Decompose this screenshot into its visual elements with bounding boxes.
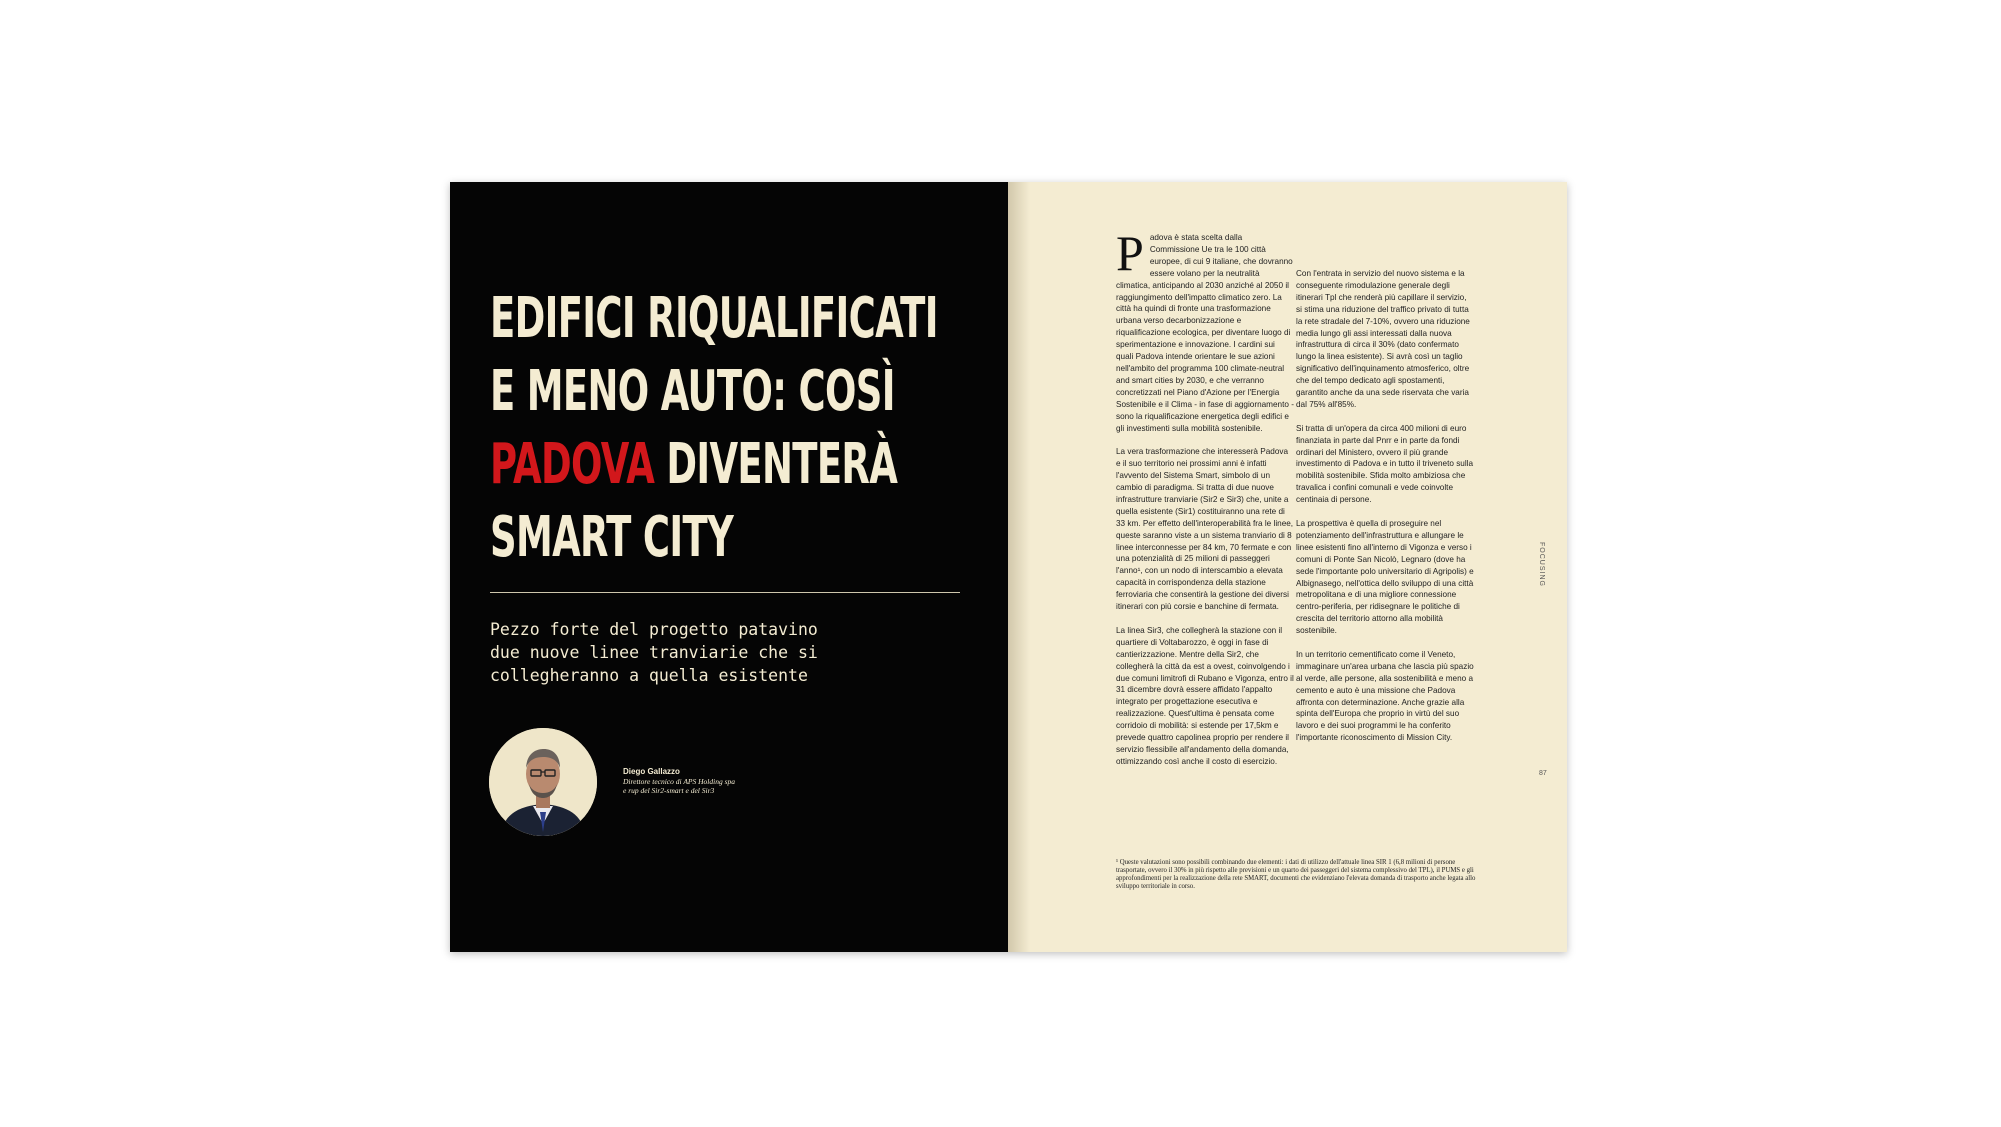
headline-line: SMART CITY bbox=[490, 505, 734, 570]
portrait-image bbox=[489, 728, 597, 836]
left-page bbox=[450, 182, 1008, 952]
running-head: FOCUSING bbox=[1538, 542, 1545, 587]
paragraph: La linea Sir3, che collegherà la stazione con il quartiere di Voltabarozzo, è oggi in fase di cantierizzazione. Mentre della Sir2, che collegherà la città da est a ovest, coinvolgendo i due comuni limitrofi di Rubano e Vigonza, entro il 31 dicembre dovrà essere affidato l'appalto integrato per progettazione esecutiva e realizzazione. Quest'ultima è pensata come corridoio di mobilità: si estende per 17,5km e prevede quattro capolinea proprio per rendere il servizio flessibile all'andamento della domanda, ottimizzando così anche il costo di esercizio. bbox=[1116, 625, 1294, 766]
author-portrait bbox=[489, 728, 597, 836]
paragraph: Con l'entrata in servizio del nuovo sistema e la conseguente rimodulazione generale degli itinerari Tpl che renderà più capillare il servizio, si stima una riduzione del traffico privato di tutta la rete stradale del 7-10%, ovvero una riduzione media lungo gli assi interessati dalla nuova infrastruttura di circa il 30% (dato confermato lungo la linea esistente). Si avrà così un taglio significativo dell'inquinamento atmosferico, oltre che del tempo dedicato agli spostamenti, garantito anche da una sede riservata che varia dal 75% all'85%. bbox=[1296, 269, 1470, 409]
divider bbox=[490, 592, 960, 593]
author-name: Diego Gallazzo bbox=[623, 767, 680, 776]
footnote: ¹ Queste valutazioni sono possibili combinando due elementi: i dati di utilizzo dell'attuale linea SIR 1 (6,8 milioni di persone trasportate, ovvero il 30% in più rispetto alle previsioni e un quarto dei passeggeri del sistema complessivo del TPL), il PUMS e gli approfondimenti per la realizzazione della rete SMART, documenti che evidenziano l'elevata domanda di trasporto anche legata allo sviluppo territoriale in corso. bbox=[1116, 859, 1476, 890]
headline-line: EDIFICI RIQUALIFICATI bbox=[490, 286, 938, 351]
headline-line: PADOVA DIVENTERÀ bbox=[490, 432, 898, 497]
text-column-2 bbox=[1296, 268, 1474, 756]
right-page bbox=[1008, 182, 1567, 952]
paragraph: La prospettiva è quella di proseguire nel potenziamento dell'infrastruttura e allungare le linee esistenti fino all'interno di Vigonza e verso i comuni di Ponte San Nicolò, Legnaro (dove ha sede l'importante polo universitario di Agripolis) e Albignasego, nell'ottica dello sviluppo di una città metropolitana e di una migliore connessione centro-periferia, per ridisegnare le politiche di crescita del territorio attorno alla mobilità sostenibile. bbox=[1296, 519, 1474, 636]
author-role: Direttore tecnico di APS Holding spa e rup del Sir2-smart e del Sir3 bbox=[623, 777, 735, 795]
headline-line: E MENO AUTO: COSÌ bbox=[490, 359, 895, 424]
paragraph: Si tratta di un'opera da circa 400 milioni di euro finanziata in parte dal Pnrr e in parte da fondi ordinari del Ministero, ovvero il più grande investimento di Padova e in tutto il triveneto sulla mobilità sostenibile. Sfida molto ambiziosa che travalica i confini comunali e vede coinvolte centinaia di persone. bbox=[1296, 423, 1474, 505]
drop-cap: P bbox=[1116, 225, 1144, 281]
paragraph: La vera trasformazione che interesserà Padova e il suo territorio nei prossimi anni è infatti l'avvento del Sistema Smart, simbolo di un cambio di paradigma. Si tratta di due nuove infrastrutture tranviarie (Sir2 e Sir3) che, unite a quella esistente (Sir1) costituiranno una rete di 33 km. Per effetto dell'interoperabilità fra le linee, queste saranno viste a un sistema tranviario di 8 linee interconnesse per 84 km, 70 fermate e con una potenzialità di 25 milioni di passeggeri l'anno¹, con un nodo di interscambio a elevata capacità in corrispondenza della stazione ferroviaria che consentirà la gestione dei diversi itinerari con più corsie e banchine di fermata. bbox=[1116, 447, 1294, 612]
paragraph: Padova è stata scelta dalla Commissione Ue tra le 100 città europee, di cui 9 italiane, che dovranno essere volano per la neutralità climatica, anticipando al 2030 anziché al 2050 il raggiungimento dell'impatto climatico zero. La città ha quindi di fronte una trasformazione urbana verso decarbonizzazione e riqualificazione ecologica, per diventare luogo di sperimentazione e innovazione. I cardini sui quali Padova intende orientare le sue azioni nell'ambito del programma 100 climate-neutral and smart cities by 2030, e che verranno concretizzati nel Piano d'Azione per l'Energia Sostenibile e il Clima - in fase di aggiornamento - sono la riqualificazione energetica degli edifici e gli investimenti sulla mobilità sostenibile. bbox=[1116, 225, 1294, 433]
page-number: 87 bbox=[1539, 770, 1547, 777]
magazine-spread bbox=[450, 182, 1567, 952]
subtitle: Pezzo forte del progetto patavino due nuove linee tranviarie che si collegheranno a quella esistente bbox=[490, 620, 818, 685]
headline-highlight: PADOVA bbox=[490, 432, 655, 497]
author-credit bbox=[623, 767, 823, 795]
paragraph: In un territorio cementificato come il Veneto, immaginare un'area urbana che lascia più spazio al verde, alle persone, alla sostenibilità e meno a cemento e auto è una missione che Padova affronta con determinazione. Anche grazie alla spinta dell'Europa che proprio in virtù del suo lavoro e dei suoi programmi le ha conferito l'importante riconoscimento di Mission City. bbox=[1296, 649, 1474, 743]
headline bbox=[490, 282, 960, 574]
text-column-1 bbox=[1116, 225, 1294, 780]
